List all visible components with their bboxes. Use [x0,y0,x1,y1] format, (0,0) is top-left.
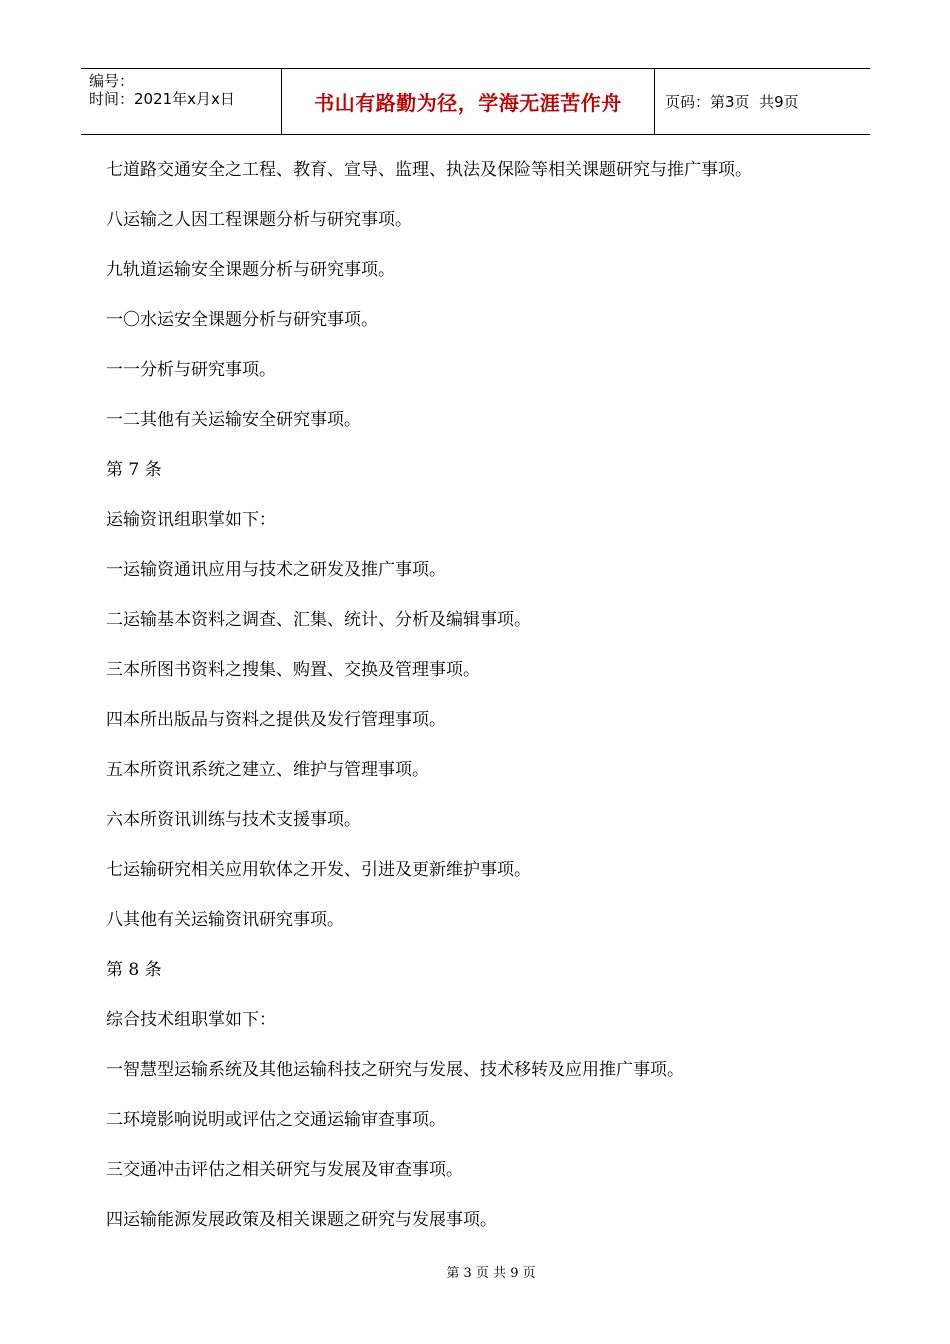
header-page-info [655,69,870,134]
paragraph: 一〇水运安全课题分析与研究事项。 [106,310,378,330]
paragraph: 二运输基本资料之调查、汇集、统计、分析及编辑事项。 [106,610,531,630]
paragraph: 一二其他有关运输安全研究事项。 [106,410,361,430]
paragraph: 综合技术组职掌如下： [106,1010,276,1030]
header-motto: 书山有路勤为径，学海无涯苦作舟 [282,69,655,134]
paragraph: 六本所资讯训练与技术支援事项。 [106,810,361,830]
paragraph: 三本所图书资料之搜集、购置、交换及管理事项。 [106,660,480,680]
paragraph: 八其他有关运输资讯研究事项。 [106,910,344,930]
paragraph: 一一分析与研究事项。 [106,360,276,380]
paragraph: 一运输资通讯应用与技术之研发及推广事项。 [106,560,446,580]
paragraph: 四本所出版品与资料之提供及发行管理事项。 [106,710,446,730]
paragraph: 二环境影响说明或评估之交通运输审查事项。 [106,1110,446,1130]
paragraph: 八运输之人因工程课题分析与研究事项。 [106,210,412,230]
number-label: 编号： [89,72,135,90]
paragraph: 三交通冲击评估之相关研究与发展及审查事项。 [106,1160,463,1180]
article-heading: 第 8 条 [106,960,162,980]
time-label: 时间：2021年x月x日 [89,90,235,108]
paragraph: 九轨道运输安全课题分析与研究事项。 [106,260,395,280]
paragraph: 七运输研究相关应用软体之开发、引进及更新维护事项。 [106,860,531,880]
article-heading: 第 7 条 [106,460,162,480]
paragraph: 七道路交通安全之工程、教育、宣导、监理、执法及保险等相关课题研究与推广事项。 [106,160,752,180]
paragraph: 运输资讯组职掌如下： [106,510,276,530]
paragraph: 五本所资讯系统之建立、维护与管理事项。 [106,760,429,780]
page-footer: 第 3 页 共 9 页 [446,1266,536,1281]
page-label: 页码：第3页 共9页 [665,93,799,111]
header-meta [81,69,282,134]
paragraph: 四运输能源发展政策及相关课题之研究与发展事项。 [106,1210,497,1230]
document-body [106,152,866,1252]
document-header [81,68,870,135]
paragraph: 一智慧型运输系统及其他运输科技之研究与发展、技术移转及应用推广事项。 [106,1060,684,1080]
